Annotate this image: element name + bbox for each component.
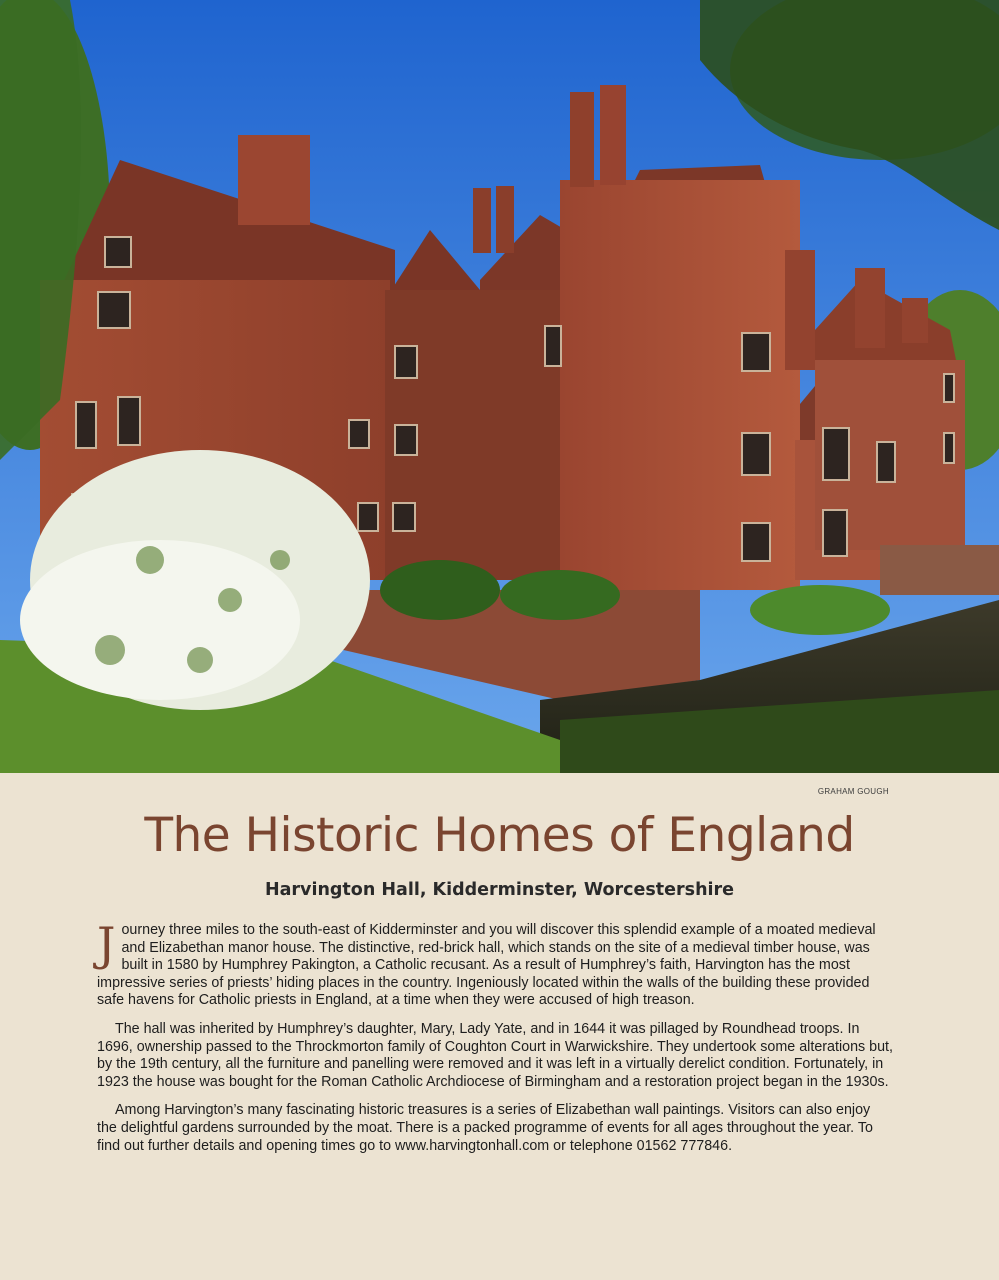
article-title: The Historic Homes of England (144, 808, 855, 863)
paragraph-3: Among Harvington’s many fascinating historic treasures is a series of Elizabethan wall paintings. Visitors can also enjoy the delightful gardens surrounded by the moat. There is a packed programme of events for all ages throughout the year. To find out further details and opening times go to www.harvingtonhall.com or telephone 01562 777846. (97, 1102, 873, 1154)
photo-credit: GRAHAM GOUGH (817, 787, 889, 796)
drop-cap: J (97, 917, 116, 971)
paragraph-1-text: ourney three miles to the south-east of Kidderminster and you will discover this splendid example of a moated medieval and Elizabethan manor house. The distinctive, red-brick hall, which stands on the site of a medieval timber house, was built in 1580 by Humphrey Pakington, a Catholic recusant. As a result of Humphrey’s faith, Harvington has the most impressive series of priests’ hiding places in the country. Ingeniously located within the walls of the building these provided safe havens for Catholic priests in England, at a time when they were accused of high treason. (97, 922, 876, 1009)
article-body (97, 917, 893, 1166)
paragraph-2: The hall was inherited by Humphrey’s daughter, Mary, Lady Yate, and in 1644 it was pillaged by Roundhead troops. In 1696, ownership passed to the Throckmorton family of Coughton Court in Warwickshire. They undertook some alterations but, by the 19th century, all the furniture and panelling were removed and it was left in a virtually derelict condition. Fortunately, in 1923 the house was bought for the Roman Catholic Archdiocese of Birmingham and a restoration project began in the 1930s. (97, 1020, 893, 1090)
paragraph-1 (97, 917, 893, 1010)
article-subtitle: Harvington Hall, Kidderminster, Worcestershire (264, 880, 735, 900)
